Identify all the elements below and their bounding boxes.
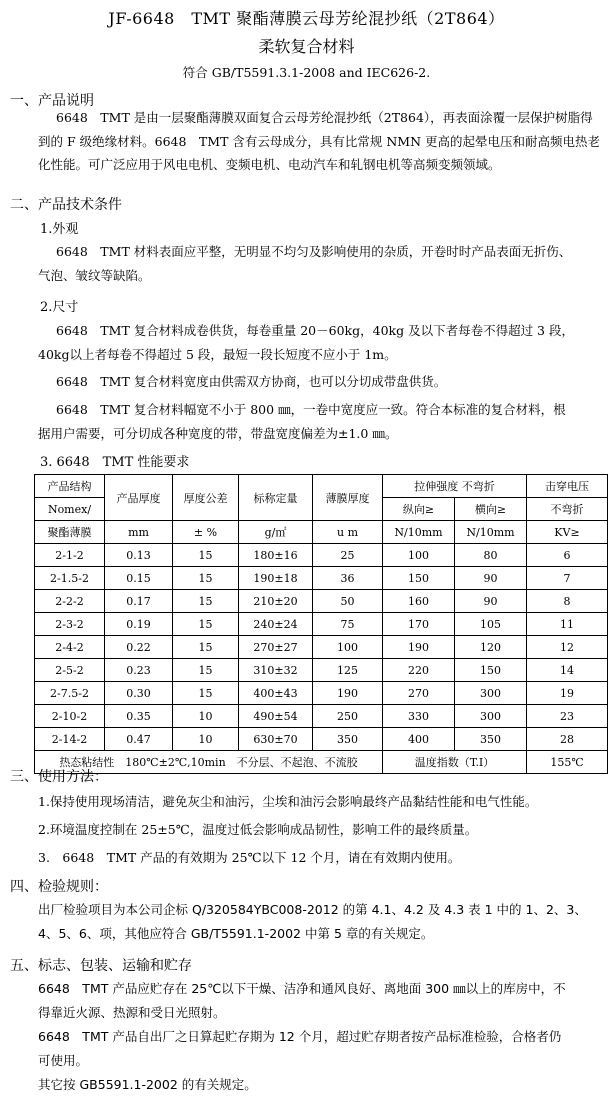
cell-longitudinal: 400 [383, 728, 455, 751]
cell-thickness: 0.19 [105, 613, 173, 636]
inspection-line-2: 4、5、6、项，其他应符合 GB/T5591.1-2002 中第 5 章的有关规定。 [38, 926, 434, 941]
size-paragraph-2 [38, 370, 603, 394]
cell-breakdown: 6 [527, 544, 608, 567]
cell-longitudinal: 190 [383, 636, 455, 659]
cell-structure: 2-10-2 [35, 705, 105, 728]
section-heading-storage: 五、标志、包装、运输和贮存 [10, 958, 192, 974]
section-heading-usage: 三、使用方法： [10, 769, 108, 785]
cell-transverse: 300 [455, 682, 527, 705]
cell-breakdown: 7 [527, 567, 608, 590]
cell-film: 250 [313, 705, 383, 728]
cell-film: 25 [313, 544, 383, 567]
cell-weight: 180±16 [239, 544, 313, 567]
cell-thickness: 0.47 [105, 728, 173, 751]
header-transverse: 横向≥ [455, 498, 527, 521]
subheading-size: 2.尺寸 [40, 300, 79, 315]
cell-tolerance: 15 [173, 636, 239, 659]
cell-tolerance: 10 [173, 705, 239, 728]
subheading-performance: 3. 6648 TMT 性能要求 [40, 455, 190, 470]
cell-tolerance: 15 [173, 544, 239, 567]
section-heading-technical-conditions: 二、产品技术条件 [10, 197, 122, 213]
cell-weight: 240±24 [239, 613, 313, 636]
cell-weight: 630±70 [239, 728, 313, 751]
cell-transverse: 300 [455, 705, 527, 728]
cell-structure: 2-7.5-2 [35, 682, 105, 705]
cell-weight: 210±20 [239, 590, 313, 613]
cell-tolerance: 15 [173, 567, 239, 590]
cell-breakdown: 14 [527, 659, 608, 682]
table-row [35, 659, 608, 682]
cell-weight: 190±18 [239, 567, 313, 590]
cell-thickness: 0.30 [105, 682, 173, 705]
cell-transverse: 90 [455, 590, 527, 613]
cell-structure: 2-2-2 [35, 590, 105, 613]
usage-item-3: 3. 6648 TMT 产品的有效期为 25℃以下 12 个月，请在有效期内使用。 [38, 850, 461, 865]
table-row [35, 544, 608, 567]
cell-transverse: 80 [455, 544, 527, 567]
document-subtitle: 柔软复合材料 [258, 37, 355, 56]
size-p1-line-1: 6648 TMT 复合材料成卷供货，每卷重量 20－60kg，40kg 及以下者每卷不得超过 3 段， [56, 323, 574, 338]
cell-tolerance: 15 [173, 682, 239, 705]
size-paragraph-1 [38, 319, 603, 366]
unit-transverse: N/10mm [455, 521, 527, 544]
unit-longitudinal: N/10mm [383, 521, 455, 544]
table-row [35, 636, 608, 659]
cell-weight: 270±27 [239, 636, 313, 659]
cell-tolerance: 10 [173, 728, 239, 751]
usage-list [38, 788, 608, 872]
cell-weight: 490±54 [239, 705, 313, 728]
storage-p2-line-1: 6648 TMT 产品自出厂之日算起贮存期为 12 个月，超过贮存期者按产品标准检验，合格者仍 [38, 1029, 562, 1044]
storage-p1-line-1: 6648 TMT 产品应贮存在 25℃以下干燥、洁净和通风良好、离地面 300 ㎜以上的库房中，不 [38, 981, 566, 996]
cell-breakdown: 8 [527, 590, 608, 613]
document-title: JF-6648 TMT 聚酯薄膜云母芳纶混抄纸（2T864） [108, 9, 505, 28]
header-pet-film: 聚酯薄膜 [35, 521, 105, 544]
usage-item-1: 1.保持使用现场清洁，避免灰尘和油污，尘埃和油污会影响最终产品黏结性能和电气性能。 [38, 794, 538, 809]
unit-weight: g/㎡ [239, 521, 313, 544]
size-p1-line-2: 40kg以上者每卷不得超过 5 段，最短一段长短度不应小于 1m。 [38, 346, 397, 362]
cell-thickness: 0.35 [105, 705, 173, 728]
cell-longitudinal: 270 [383, 682, 455, 705]
table-row [35, 705, 608, 728]
table-row [35, 590, 608, 613]
table-row [35, 682, 608, 705]
cell-transverse: 90 [455, 567, 527, 590]
table-row [35, 728, 608, 751]
inspection-line-1: 出厂检验项目为本公司企标 Q/320584YBC008-2012 的第 4.1、4.2 及 4.3 表 1 中的 1、2、3、 [38, 902, 587, 917]
cell-film: 50 [313, 590, 383, 613]
footer-temperature-index-value: 155℃ [527, 751, 608, 774]
performance-table [34, 474, 608, 774]
cell-film: 350 [313, 728, 383, 751]
cell-breakdown: 12 [527, 636, 608, 659]
header-breakdown: 击穿电压 [527, 475, 608, 498]
header-structure: 产品结构 [35, 475, 105, 498]
cell-structure: 2-14-2 [35, 728, 105, 751]
header-thickness: 产品厚度 [105, 475, 173, 521]
cell-thickness: 0.15 [105, 567, 173, 590]
cell-breakdown: 19 [527, 682, 608, 705]
size-p2-line: 6648 TMT 复合材料宽度由供需双方协商，也可以分切成带盘供货。 [56, 374, 447, 389]
appearance-line-1: 6648 TMT 材料表面应平整，无明显不均匀及影响使用的杂质，开卷时时产品表面无折伤、 [56, 244, 572, 259]
header-nomex: Nomex/ [35, 498, 105, 521]
cell-film: 75 [313, 613, 383, 636]
cell-structure: 2-3-2 [35, 613, 105, 636]
standard-conformance: 符合 GB/T5591.3.1-2008 and IEC626-2. [182, 65, 431, 80]
cell-weight: 310±32 [239, 659, 313, 682]
cell-thickness: 0.22 [105, 636, 173, 659]
cell-tolerance: 15 [173, 613, 239, 636]
cell-structure: 2-5-2 [35, 659, 105, 682]
cell-breakdown: 11 [527, 613, 608, 636]
cell-thickness: 0.23 [105, 659, 173, 682]
appearance-paragraph [38, 240, 603, 287]
size-paragraph-3 [38, 398, 603, 445]
usage-item-2: 2.环境温度控制在 25±5℃，温度过低会影响成品韧性，影响工件的最终质量。 [38, 822, 478, 837]
section-heading-product-description: 一、产品说明 [10, 93, 94, 109]
header-no-bend: 不弯折 [527, 498, 608, 521]
cell-tolerance: 15 [173, 590, 239, 613]
unit-breakdown: KV≥ [527, 521, 608, 544]
product-description-paragraph: 6648 TMT 是由一层聚酯薄膜双面复合云母芳纶混抄纸（2T864），再表面涂覆一层保护树脂得到的 F 级绝缘材料。6648 TMT 含有云母成分，具有比常规 NMN 更高的起晕电压和耐高频电热老化性能。可广泛应用于风电电机、变频电机、电动汽车和轧钢电机等高频变频领域。 [38, 110, 601, 172]
cell-thickness: 0.17 [105, 590, 173, 613]
appearance-line-2: 气泡、皱纹等缺陷。 [38, 267, 151, 283]
cell-structure: 2-4-2 [35, 636, 105, 659]
table-row [35, 613, 608, 636]
cell-film: 190 [313, 682, 383, 705]
cell-longitudinal: 220 [383, 659, 455, 682]
size-p3-line-2: 据用户需要，可分切成各种宽度的带，带盘宽度偏差为±1.0 ㎜。 [38, 425, 398, 441]
section-heading-inspection: 四、检验规则： [10, 879, 108, 895]
unit-thickness: mm [105, 521, 173, 544]
header-weight: 标称定量 [239, 475, 313, 521]
inspection-paragraph [38, 898, 608, 946]
cell-longitudinal: 330 [383, 705, 455, 728]
unit-tolerance: ± % [173, 521, 239, 544]
cell-breakdown: 23 [527, 705, 608, 728]
cell-longitudinal: 150 [383, 567, 455, 590]
cell-transverse: 150 [455, 659, 527, 682]
cell-tolerance: 15 [173, 659, 239, 682]
header-longitudinal: 纵向≥ [383, 498, 455, 521]
cell-breakdown: 28 [527, 728, 608, 751]
unit-film: u m [313, 521, 383, 544]
footer-adhesion: 热态粘结性 180℃±2℃,10min 不分层、不起泡、不流胶 [35, 751, 383, 774]
cell-film: 36 [313, 567, 383, 590]
cell-longitudinal: 100 [383, 544, 455, 567]
header-tolerance: 厚度公差 [173, 475, 239, 521]
cell-structure: 2-1.5-2 [35, 567, 105, 590]
cell-longitudinal: 170 [383, 613, 455, 636]
subheading-appearance: 1.外观 [40, 222, 79, 237]
size-p3-line-1: 6648 TMT 复合材料幅宽不小于 800 ㎜，一卷中宽度应一致。符合本标准的复合材料，根 [56, 402, 566, 417]
cell-structure: 2-1-2 [35, 544, 105, 567]
header-film-thickness: 薄膜厚度 [313, 475, 383, 521]
cell-film: 100 [313, 636, 383, 659]
footer-temperature-index-label: 温度指数（T.I） [383, 751, 527, 774]
storage-paragraph [38, 977, 608, 1097]
cell-weight: 400±43 [239, 682, 313, 705]
cell-film: 125 [313, 659, 383, 682]
cell-transverse: 105 [455, 613, 527, 636]
storage-p2-line-2: 可使用。 [38, 1053, 89, 1068]
cell-longitudinal: 160 [383, 590, 455, 613]
table-row [35, 567, 608, 590]
storage-p3: 其它按 GB5591.1-2002 的有关规定。 [38, 1077, 257, 1092]
storage-p1-line-2: 得靠近火源、热源和受日光照射。 [38, 1005, 226, 1020]
header-tensile: 拉伸强度 不弯折 [383, 475, 527, 498]
cell-transverse: 350 [455, 728, 527, 751]
cell-transverse: 120 [455, 636, 527, 659]
cell-thickness: 0.13 [105, 544, 173, 567]
